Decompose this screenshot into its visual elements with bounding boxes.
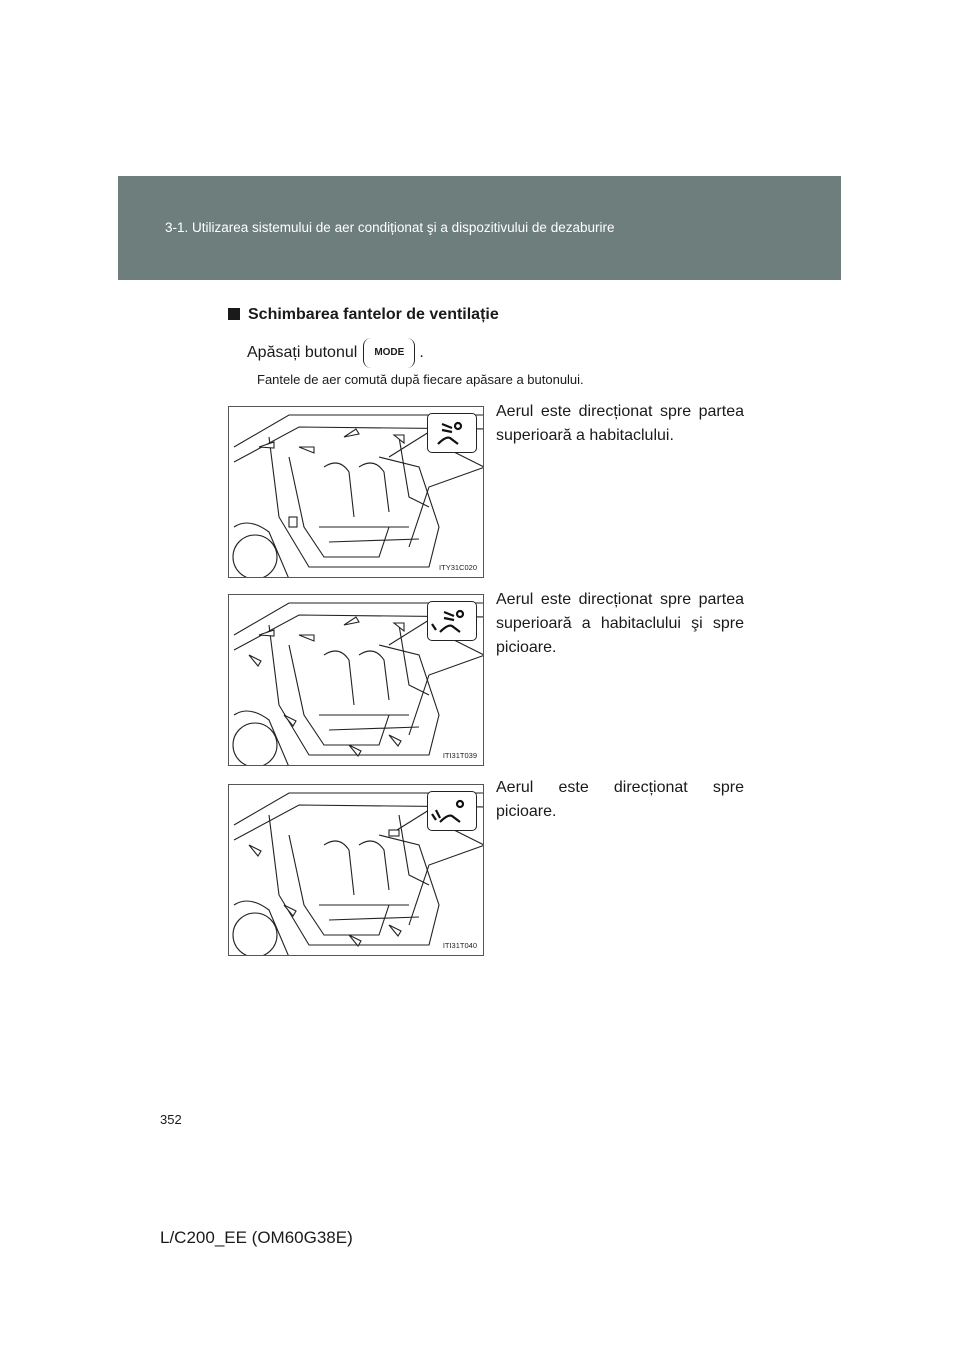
chapter-title: 3-1. Utilizarea sistemului de aer condiționat şi a dispozitivului de dezaburire [165, 220, 615, 235]
mode-description-bilevel: Aerul este direcționat spre partea superioară a habitaclului şi spre picioare. [496, 591, 744, 656]
instruction [247, 338, 424, 368]
figure-code: ITI31T040 [442, 941, 477, 950]
vent-mode-figure-bilevel [228, 594, 484, 766]
figure-code: ITY31C020 [439, 563, 477, 572]
footer-doc-code: L/C200_EE (OM60G38E) [160, 1228, 353, 1247]
figure-code: ITI31T039 [442, 751, 477, 760]
vent-mode-figure-face [228, 406, 484, 578]
vent-mode-figure-foot [228, 784, 484, 956]
page-number: 352 [160, 1112, 182, 1127]
mode-button: MODE [363, 338, 415, 368]
foot-vent-icon [427, 791, 477, 831]
section-heading [228, 306, 499, 324]
instruction-suffix: . [419, 344, 424, 361]
bi-level-vent-icon [427, 601, 477, 641]
instruction-note: Fantele de aer comută după fiecare apăsare a butonului. [257, 372, 584, 387]
mode-description-foot: Aerul este direcționat spre picioare. [496, 779, 744, 820]
chapter-header [118, 176, 841, 280]
face-vent-icon [427, 413, 477, 453]
mode-description-face: Aerul este direcționat spre partea superioară a habitaclului. [496, 403, 744, 444]
instruction-prefix: Apăsați butonul [247, 344, 358, 361]
section-heading-text: Schimbarea fantelor de ventilație [248, 306, 499, 323]
square-bullet-icon [228, 308, 240, 320]
